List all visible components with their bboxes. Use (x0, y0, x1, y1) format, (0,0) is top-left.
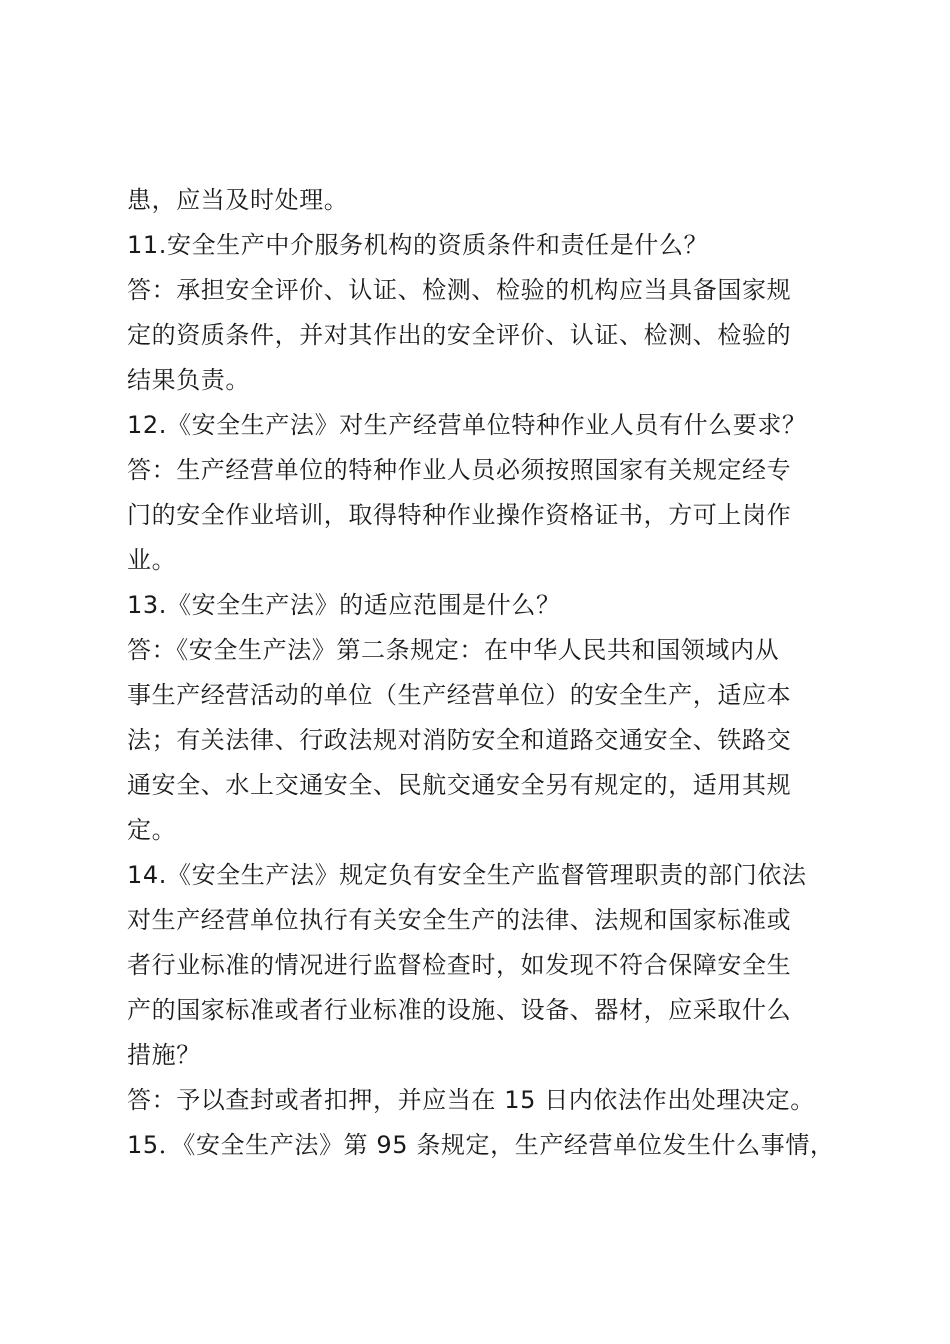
answer-line: 结果负责。 (127, 366, 250, 394)
answer-line: 门的安全作业培训，取得特种作业操作资格证书，方可上岗作 (127, 501, 792, 529)
document-body (127, 178, 847, 1168)
question-12: 12.《安全生产法》对生产经营单位特种作业人员有什么要求？ (127, 411, 807, 439)
question-15: 15．《安全生产法》第 95 条规定，生产经营单位发生什么事情， (127, 1131, 835, 1159)
question-line: 措施？ (127, 1041, 201, 1069)
answer-line: 答：承担安全评价、认证、检测、检验的机构应当具备国家规 (127, 276, 792, 304)
question-13: 13.《安全生产法》的适应范围是什么？ (127, 591, 561, 619)
answer-line: 通安全、水上交通安全、民航交通安全另有规定的，适用其规 (127, 771, 792, 799)
question-line: 者行业标准的情况进行监督检查时，如发现不符合保障安全生 (127, 951, 792, 979)
question-line: 产的国家标准或者行业标准的设施、设备、器材，应采取什么 (127, 996, 792, 1024)
answer-line: 答：生产经营单位的特种作业人员必须按照国家有关规定经专 (127, 456, 792, 484)
answer-line: 答：《安全生产法》第二条规定：在中华人民共和国领域内从 (127, 636, 780, 664)
question-line: 对生产经营单位执行有关安全生产的法律、法规和国家标准或 (127, 906, 792, 934)
answer-line: 法；有关法律、行政法规对消防安全和道路交通安全、铁路交 (127, 726, 792, 754)
answer-line: 事生产经营活动的单位（生产经营单位）的安全生产，适应本 (127, 681, 792, 709)
answer-line: 业。 (127, 546, 177, 574)
text-line: 患，应当及时处理。 (127, 186, 349, 214)
question-14: 14.《安全生产法》规定负有安全生产监督管理职责的部门依法 (127, 861, 807, 889)
question-11: 11.安全生产中介服务机构的资质条件和责任是什么？ (127, 231, 709, 259)
answer-line: 答：予以查封或者扣押，并应当在 15 日内依法作出处理决定。 (127, 1086, 815, 1114)
answer-line: 定的资质条件，并对其作出的安全评价、认证、检测、检验的 (127, 321, 792, 349)
answer-line: 定。 (127, 816, 177, 844)
